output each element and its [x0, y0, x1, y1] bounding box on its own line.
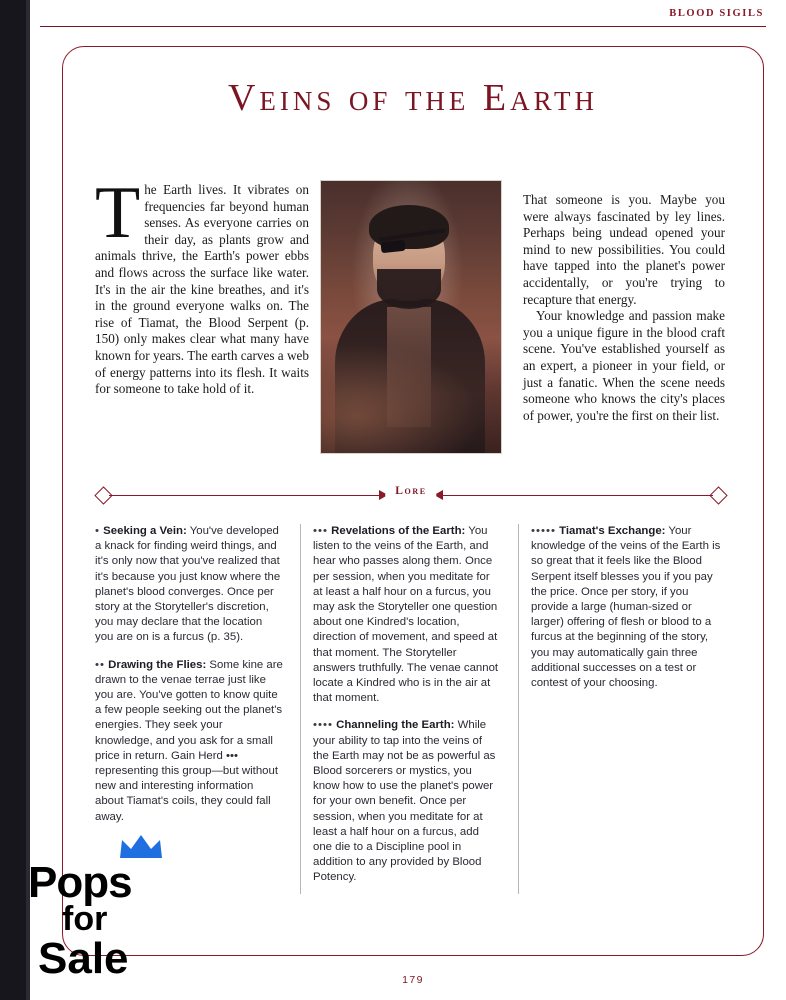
power-body: Your knowledge of the veins of the Earth is so great that it feels like the Blood Serpent itself blesses you if you pay the price. Once per story, if you provide a large (human-sized or larger) offering of flesh or blood to a furcus at the beginning of the story, you may automatically gain three additional successes on a test or contest of your choosing.	[531, 525, 721, 690]
power-name: Channeling the Earth:	[336, 719, 455, 732]
lore-entry	[313, 524, 501, 706]
watermark-line-3: Sale	[38, 934, 129, 983]
running-head-rule	[40, 26, 766, 27]
watermark-line-1: Pops	[28, 858, 132, 907]
power-name: Revelations of the Earth:	[331, 525, 466, 537]
lore-entry	[95, 524, 283, 646]
dot-rating: •••••	[531, 525, 556, 537]
divider-line-left	[109, 495, 379, 496]
divider-diamond-right	[709, 486, 727, 504]
page-number: 179	[402, 974, 424, 986]
lore-column-1	[95, 524, 283, 837]
power-body: You've developed a knack for finding weird things, and it's only now that you've realized that it's because you just know where the planet's blood converges. Once per story at the Storyteller's discretion, you may declare that the location you are on is a furcus (p. 35).	[95, 525, 281, 644]
divider-label: Lore	[385, 485, 436, 497]
lore-column-3	[531, 524, 727, 703]
intro-right-column	[523, 192, 725, 424]
divider-diamond-left	[94, 486, 112, 504]
intro-left-column	[95, 172, 309, 398]
power-body: While your ability to tap into the veins of the Earth may not be as powerful as Blood sorcerers or mystics, you know how to use the planet's power for your own benefit. Once per session, when you meditate for at least a half hour on a furcus, add one die to a Discipline pool in addition to any provided by Blood Potency.	[313, 719, 496, 884]
page-title	[62, 76, 764, 120]
watermark-line-2: for	[62, 900, 108, 938]
column-rule-2	[518, 524, 519, 894]
dot-rating: ••••	[313, 719, 333, 732]
lore-column-2	[313, 524, 501, 898]
divider-line-right	[443, 495, 713, 496]
power-name: Seeking a Vein:	[103, 525, 187, 537]
intro-right-paragraph-1: That someone is you. Maybe you were always fascinated by ley lines. Perhaps being undead opened your mind to new possibilities. You could have tapped into the planet's power accidentally, or you're trying to recapture that energy.	[523, 192, 725, 307]
lore-entry	[313, 718, 501, 885]
power-name: Drawing the Flies:	[108, 658, 207, 671]
illustration-glow	[321, 331, 501, 453]
illustration-beard	[377, 269, 441, 309]
drop-cap: T	[95, 172, 141, 254]
column-rule-1	[300, 524, 301, 894]
crown-icon	[118, 834, 164, 860]
dot-rating: •••	[313, 525, 328, 537]
chapter-illustration	[320, 180, 502, 454]
power-body: Some kine are drawn to the venae terrae just like you are. You've gotten to know quite a few people seeking out the planet's energies. They seek your knowledge, and you ask for a small price in return. Gain Herd ••• representing this group—but without new and interesting information about Tiamat's coils, they could fall away.	[95, 658, 283, 823]
power-name: Tiamat's Exchange:	[559, 525, 666, 537]
dot-rating: •	[95, 525, 100, 537]
running-head: BLOOD SIGILS	[669, 8, 764, 19]
intro-section	[95, 172, 725, 462]
lore-entry	[531, 524, 727, 691]
intro-right-paragraph-2: Your knowledge and passion make you a unique figure in the blood craft scene. You've established yourself as an expert, a pioneer in your field, or just a fanatic. When the scene needs someone who knows the city's places of power, you're the first on their list.	[523, 308, 725, 423]
dot-rating: ••	[95, 658, 105, 671]
page-title-text: Veins of the Earth	[227, 77, 599, 119]
lore-entry	[95, 658, 283, 825]
power-body: You listen to the veins of the Earth, and hear who passes along them. Once per session, when you meditate for at least a half hour on a furcus, you may ask the Storyteller one question about one Kindred's location, direction of movement, and speed at that moment. The Storyteller answers truthfully. The venae cannot locate a Kindred who is in the air at that moment.	[313, 525, 499, 705]
watermark	[20, 822, 200, 992]
intro-left-paragraph: he Earth lives. It vibrates on frequencies far beyond human senses. As everyone carries on their day, as plants grow and animals thrive, the Earth's power ebbs and flows across the surface like water. It's in the air the kine breathes, and it's in the ground everyone walks on. The rise of Tiamat, the Blood Serpent (p. 150) only makes clear what many have known for years. The earth carves a web of energy patterns into its flesh. It waits for someone to take hold of it.	[95, 182, 309, 397]
lore-divider	[95, 486, 727, 506]
